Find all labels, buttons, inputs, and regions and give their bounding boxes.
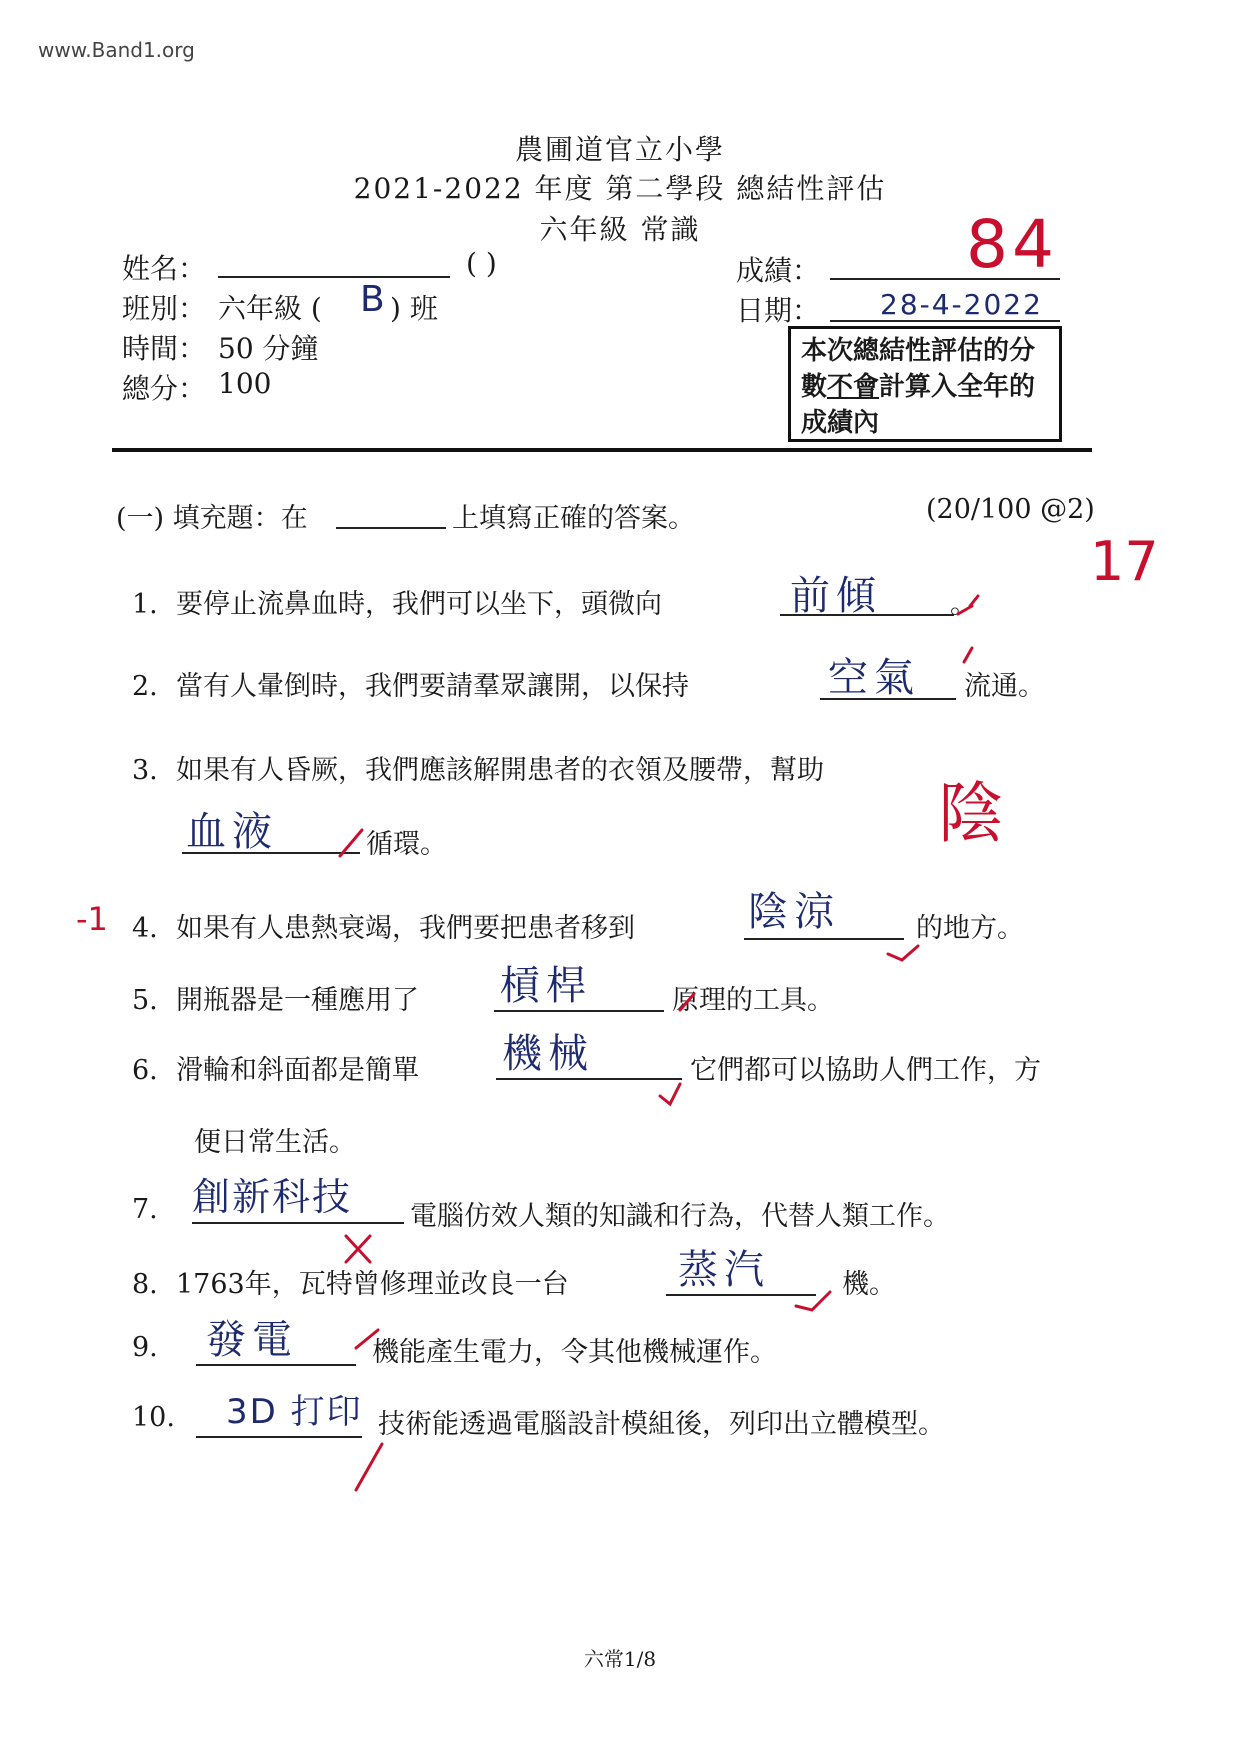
tick-mark [356,1330,378,1348]
answer-3: 血液 [186,809,278,855]
watermark: www.Band1.org [38,38,195,62]
question-6-continued: 便日常生活。 [194,1127,356,1158]
date-value: 28-4-2022 [880,288,1043,321]
question-text-after: 的地方。 [916,913,1024,944]
question-number: 8. [132,1269,158,1300]
exam-title: 2021-2022 年度 第二學段 總結性評估 [353,172,887,205]
question-text-after: 電腦仿效人類的知識和行為，代替人類工作。 [410,1201,950,1232]
tick-mark [796,1292,830,1310]
question-number: 7. [132,1194,158,1225]
name-label: 姓名： [122,252,207,285]
class-suffix: ) 班 [390,292,438,325]
question-number: 2. [132,671,158,702]
tick-mark [888,946,918,960]
notice-text-underlined: 不會 [827,372,880,402]
answer-8: 蒸汽 [678,1247,770,1293]
question-number: 10. [132,1402,175,1433]
question-text-after: 原理的工具。 [672,985,834,1016]
question-text-after: 技術能透過電腦設計模組後，列印出立體模型。 [378,1409,945,1440]
score-label: 成績： [736,254,821,287]
class-value: B [360,279,385,320]
section-score: 17 [1090,530,1159,593]
answer-1: 前傾 [790,573,882,619]
page-footer: 六常1/8 [583,1647,657,1671]
q4-deduction: -1 [76,900,108,938]
question-text-after: 循環。 [366,829,447,860]
score-value: 84 [966,206,1058,283]
notice-text-2: 計算入全年的成績內 [801,372,1036,438]
question-text-after: 流通。 [964,671,1045,702]
time-label: 時間： [122,332,207,365]
tick-mark [340,830,362,856]
answer-4: 陰涼 [748,889,840,935]
subject-title: 六年級 常識 [539,213,701,246]
question-number: 4. [132,913,158,944]
class-label: 班別： [122,292,207,325]
question-text: 1763年，瓦特曾修理並改良一台 [176,1269,569,1300]
question-number: 6. [132,1055,158,1086]
school-name: 農圃道官立小學 [514,133,725,166]
answer-5: 槓桿 [500,963,592,1009]
answer-10: 3D 打印 [226,1392,363,1432]
tick-mark [680,994,694,1010]
question-number: 9. [132,1332,158,1363]
answer-7: 創新科技 [192,1175,353,1219]
q4-correction: 陰 [938,775,1004,852]
question-text: 滑輪和斜面都是簡單 [176,1055,419,1086]
question-text-after: 機。 [842,1269,896,1300]
section-title: (一) 填充題：在 [116,503,308,534]
answer-2: 空氣 [828,655,920,701]
question-text-after: 它們都可以協助人們工作，方 [690,1055,1041,1086]
question-number: 1. [132,589,158,620]
total-label: 總分： [122,372,207,405]
tick-mark [958,596,978,614]
class-prefix: 六年級 ( [218,292,322,325]
tick-mark [964,648,972,662]
notice-text-1: 本次總結性評估的分數 [801,336,1036,402]
question-number: 5. [132,985,158,1016]
question-text: 當有人暈倒時，我們要請羣眾讓開，以保持 [176,671,689,702]
class-number-paren: ( ) [466,247,497,280]
question-text: 要停止流鼻血時，我們可以坐下，頭微向 [176,589,662,620]
tick-mark [660,1084,680,1104]
question-text: 如果有人昏厥，我們應該解開患者的衣領及腰帶，幫助 [176,755,824,786]
tick-mark [356,1444,382,1490]
date-label: 日期： [736,294,821,327]
question-text: 如果有人患熱衰竭，我們要把患者移到 [176,913,635,944]
answer-9: 發電 [206,1317,298,1363]
question-number: 3. [132,755,158,786]
time-value: 50 分鐘 [218,332,319,365]
total-value: 100 [218,367,272,400]
cross-mark [346,1236,370,1262]
question-text: 開瓶器是一種應用了 [176,985,419,1016]
answer-6: 機械 [502,1031,594,1077]
section-instruction: 上填寫正確的答案。 [452,503,695,534]
section-marks: (20/100 @2) [926,494,1095,525]
question-text-after: 。 [950,589,977,620]
question-text-after: 機能產生電力，令其他機械運作。 [372,1337,777,1368]
